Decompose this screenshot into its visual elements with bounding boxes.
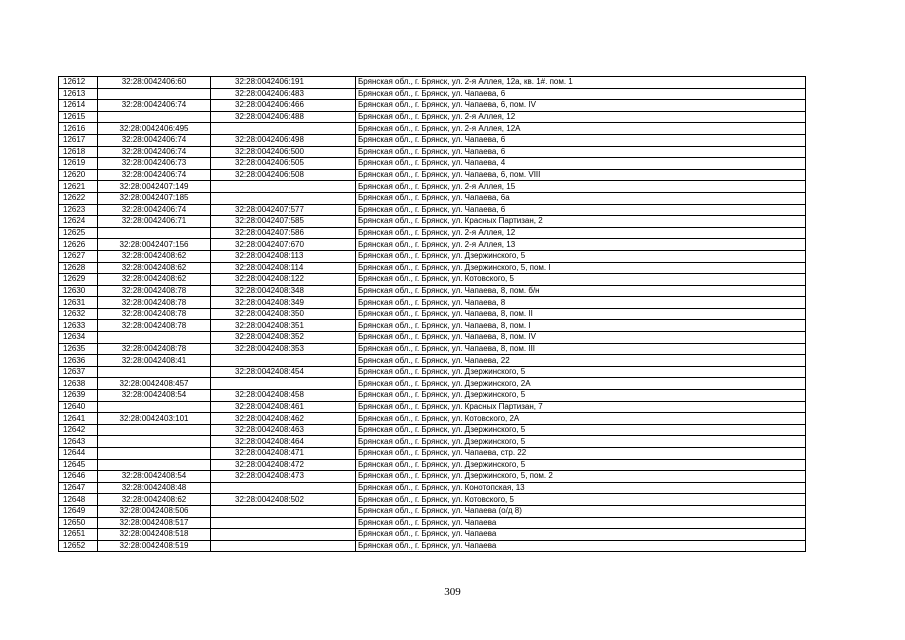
table-row xyxy=(59,285,806,297)
cell-row-number: 12621 xyxy=(59,181,98,193)
cell-parcel-cadastral-number: 32:28:0042408:62 xyxy=(98,494,211,506)
cell-object-cadastral-number xyxy=(211,482,356,494)
cell-address: Брянская обл., г. Брянск, ул. Чапаева xyxy=(356,517,806,529)
cell-row-number: 12643 xyxy=(59,436,98,448)
cell-address: Брянская обл., г. Брянск, ул. Чапаева, 22 xyxy=(356,355,806,367)
cell-parcel-cadastral-number: 32:28:0042406:73 xyxy=(98,158,211,170)
cell-parcel-cadastral-number: 32:28:0042408:62 xyxy=(98,262,211,274)
cell-object-cadastral-number: 32:28:0042408:454 xyxy=(211,366,356,378)
cell-address: Брянская обл., г. Брянск, ул. Чапаева, стр. 22 xyxy=(356,448,806,460)
cell-object-cadastral-number: 32:28:0042408:461 xyxy=(211,401,356,413)
cell-object-cadastral-number: 32:28:0042407:577 xyxy=(211,204,356,216)
cell-row-number: 12617 xyxy=(59,134,98,146)
cell-row-number: 12616 xyxy=(59,123,98,135)
table-row xyxy=(59,274,806,286)
cell-parcel-cadastral-number: 32:28:0042408:519 xyxy=(98,540,211,552)
cell-row-number: 12627 xyxy=(59,250,98,262)
cell-row-number: 12647 xyxy=(59,482,98,494)
cell-address: Брянская обл., г. Брянск, ул. Дзержинского, 5 xyxy=(356,436,806,448)
cell-parcel-cadastral-number: 32:28:0042408:78 xyxy=(98,285,211,297)
cell-object-cadastral-number: 32:28:0042408:113 xyxy=(211,250,356,262)
cell-object-cadastral-number: 32:28:0042407:670 xyxy=(211,239,356,251)
cell-address: Брянская обл., г. Брянск, ул. Чапаева, 8, пом. II xyxy=(356,308,806,320)
cell-object-cadastral-number: 32:28:0042408:348 xyxy=(211,285,356,297)
cell-object-cadastral-number: 32:28:0042408:463 xyxy=(211,424,356,436)
page-number: 309 xyxy=(444,586,461,598)
cell-address: Брянская обл., г. Брянск, ул. Чапаева, 6, пом. VIII xyxy=(356,169,806,181)
cell-parcel-cadastral-number: 32:28:0042406:74 xyxy=(98,204,211,216)
cell-parcel-cadastral-number: 32:28:0042408:48 xyxy=(98,482,211,494)
cell-address: Брянская обл., г. Брянск, ул. Котовского, 5 xyxy=(356,494,806,506)
cell-object-cadastral-number: 32:28:0042408:458 xyxy=(211,390,356,402)
cell-address: Брянская обл., г. Брянск, ул. Чапаева, 6, пом. IV xyxy=(356,100,806,112)
cell-parcel-cadastral-number xyxy=(98,88,211,100)
table-row xyxy=(59,529,806,541)
cell-object-cadastral-number: 32:28:0042408:349 xyxy=(211,297,356,309)
cell-address: Брянская обл., г. Брянск, ул. 2-я Аллея, 15 xyxy=(356,181,806,193)
table-row xyxy=(59,459,806,471)
cell-parcel-cadastral-number: 32:28:0042408:78 xyxy=(98,320,211,332)
cell-address: Брянская обл., г. Брянск, ул. Чапаева, 6 xyxy=(356,204,806,216)
table-row xyxy=(59,227,806,239)
cell-object-cadastral-number: 32:28:0042408:353 xyxy=(211,343,356,355)
cell-object-cadastral-number: 32:28:0042408:471 xyxy=(211,448,356,460)
cell-object-cadastral-number xyxy=(211,192,356,204)
table-row xyxy=(59,88,806,100)
table-row xyxy=(59,308,806,320)
cell-parcel-cadastral-number xyxy=(98,332,211,344)
table-row xyxy=(59,111,806,123)
cell-object-cadastral-number xyxy=(211,517,356,529)
table-row xyxy=(59,320,806,332)
cell-parcel-cadastral-number: 32:28:0042408:41 xyxy=(98,355,211,367)
cell-address: Брянская обл., г. Брянск, ул. Красных Партизан, 7 xyxy=(356,401,806,413)
table-row xyxy=(59,390,806,402)
table-row xyxy=(59,517,806,529)
cell-address: Брянская обл., г. Брянск, ул. 2-я Аллея, 12 xyxy=(356,227,806,239)
cell-parcel-cadastral-number: 32:28:0042408:506 xyxy=(98,505,211,517)
cell-object-cadastral-number: 32:28:0042406:498 xyxy=(211,134,356,146)
cell-parcel-cadastral-number: 32:28:0042406:74 xyxy=(98,146,211,158)
cell-object-cadastral-number xyxy=(211,181,356,193)
cell-object-cadastral-number xyxy=(211,123,356,135)
cadastral-table-body xyxy=(59,77,806,552)
table-row xyxy=(59,401,806,413)
cell-object-cadastral-number: 32:28:0042406:508 xyxy=(211,169,356,181)
cell-address: Брянская обл., г. Брянск, ул. 2-я Аллея, 12А xyxy=(356,123,806,135)
cell-row-number: 12634 xyxy=(59,332,98,344)
cell-address: Брянская обл., г. Брянск, ул. Чапаева, 6а xyxy=(356,192,806,204)
cell-address: Брянская обл., г. Брянск, ул. Конотопская, 13 xyxy=(356,482,806,494)
cell-parcel-cadastral-number: 32:28:0042408:62 xyxy=(98,250,211,262)
cell-object-cadastral-number: 32:28:0042407:586 xyxy=(211,227,356,239)
cell-address: Брянская обл., г. Брянск, ул. Чапаева xyxy=(356,529,806,541)
cell-address: Брянская обл., г. Брянск, ул. Чапаева, 8, пом. б/н xyxy=(356,285,806,297)
cell-row-number: 12622 xyxy=(59,192,98,204)
cell-parcel-cadastral-number: 32:28:0042408:62 xyxy=(98,274,211,286)
cell-parcel-cadastral-number xyxy=(98,459,211,471)
cell-parcel-cadastral-number: 32:28:0042406:60 xyxy=(98,77,211,89)
cell-parcel-cadastral-number xyxy=(98,448,211,460)
cell-row-number: 12623 xyxy=(59,204,98,216)
cell-address: Брянская обл., г. Брянск, ул. 2-я Аллея, 12 xyxy=(356,111,806,123)
cell-parcel-cadastral-number: 32:28:0042406:495 xyxy=(98,123,211,135)
cell-address: Брянская обл., г. Брянск, ул. 2-я Аллея, 12а, кв. 1#. пом. 1 xyxy=(356,77,806,89)
cell-row-number: 12624 xyxy=(59,216,98,228)
cell-row-number: 12628 xyxy=(59,262,98,274)
table-row xyxy=(59,343,806,355)
table-row xyxy=(59,378,806,390)
cell-object-cadastral-number: 32:28:0042406:505 xyxy=(211,158,356,170)
cell-address: Брянская обл., г. Брянск, ул. Котовского, 2А xyxy=(356,413,806,425)
cell-address: Брянская обл., г. Брянск, ул. Дзержинского, 5, пом. 2 xyxy=(356,471,806,483)
table-row xyxy=(59,100,806,112)
table-row xyxy=(59,134,806,146)
table-row xyxy=(59,158,806,170)
cell-parcel-cadastral-number xyxy=(98,366,211,378)
table-row xyxy=(59,216,806,228)
cell-object-cadastral-number: 32:28:0042406:488 xyxy=(211,111,356,123)
cell-address: Брянская обл., г. Брянск, ул. Чапаева, 6 xyxy=(356,88,806,100)
cell-row-number: 12650 xyxy=(59,517,98,529)
cell-address: Брянская обл., г. Брянск, ул. Дзержинского, 5 xyxy=(356,366,806,378)
cell-object-cadastral-number: 32:28:0042406:500 xyxy=(211,146,356,158)
cell-parcel-cadastral-number: 32:28:0042408:518 xyxy=(98,529,211,541)
cell-parcel-cadastral-number xyxy=(98,401,211,413)
cell-row-number: 12630 xyxy=(59,285,98,297)
table-row xyxy=(59,366,806,378)
cell-row-number: 12644 xyxy=(59,448,98,460)
cell-row-number: 12636 xyxy=(59,355,98,367)
cell-address: Брянская обл., г. Брянск, ул. Чапаева, 8, пом. III xyxy=(356,343,806,355)
cell-parcel-cadastral-number: 32:28:0042408:78 xyxy=(98,343,211,355)
table-row xyxy=(59,297,806,309)
cell-object-cadastral-number: 32:28:0042408:350 xyxy=(211,308,356,320)
cell-address: Брянская обл., г. Брянск, ул. Чапаева, 4 xyxy=(356,158,806,170)
cell-row-number: 12649 xyxy=(59,505,98,517)
cell-row-number: 12613 xyxy=(59,88,98,100)
cell-row-number: 12618 xyxy=(59,146,98,158)
cell-row-number: 12651 xyxy=(59,529,98,541)
cell-row-number: 12625 xyxy=(59,227,98,239)
cell-address: Брянская обл., г. Брянск, ул. Чапаева, 6 xyxy=(356,134,806,146)
cell-parcel-cadastral-number: 32:28:0042407:149 xyxy=(98,181,211,193)
cell-address: Брянская обл., г. Брянск, ул. Чапаева, 8, пом. IV xyxy=(356,332,806,344)
table-row xyxy=(59,169,806,181)
cell-row-number: 12629 xyxy=(59,274,98,286)
cell-parcel-cadastral-number: 32:28:0042406:71 xyxy=(98,216,211,228)
cell-object-cadastral-number xyxy=(211,505,356,517)
table-row xyxy=(59,332,806,344)
cell-parcel-cadastral-number xyxy=(98,436,211,448)
cell-parcel-cadastral-number: 32:28:0042403:101 xyxy=(98,413,211,425)
cell-parcel-cadastral-number: 32:28:0042407:185 xyxy=(98,192,211,204)
cell-row-number: 12645 xyxy=(59,459,98,471)
cell-row-number: 12635 xyxy=(59,343,98,355)
cell-row-number: 12652 xyxy=(59,540,98,552)
table-row xyxy=(59,181,806,193)
table-row xyxy=(59,448,806,460)
cell-object-cadastral-number: 32:28:0042406:466 xyxy=(211,100,356,112)
table-row xyxy=(59,482,806,494)
cell-parcel-cadastral-number: 32:28:0042407:156 xyxy=(98,239,211,251)
cell-row-number: 12633 xyxy=(59,320,98,332)
cell-address: Брянская обл., г. Брянск, ул. Чапаева, 8, пом. I xyxy=(356,320,806,332)
cell-row-number: 12638 xyxy=(59,378,98,390)
cell-parcel-cadastral-number: 32:28:0042406:74 xyxy=(98,169,211,181)
cell-object-cadastral-number: 32:28:0042408:462 xyxy=(211,413,356,425)
cadastral-table xyxy=(58,76,806,552)
cell-row-number: 12639 xyxy=(59,390,98,402)
cell-address: Брянская обл., г. Брянск, ул. Чапаева, 6 xyxy=(356,146,806,158)
cell-parcel-cadastral-number xyxy=(98,227,211,239)
cell-object-cadastral-number: 32:28:0042408:502 xyxy=(211,494,356,506)
cell-row-number: 12648 xyxy=(59,494,98,506)
cell-row-number: 12612 xyxy=(59,77,98,89)
table-row xyxy=(59,123,806,135)
cell-object-cadastral-number xyxy=(211,529,356,541)
cell-row-number: 12619 xyxy=(59,158,98,170)
cell-row-number: 12642 xyxy=(59,424,98,436)
table-row xyxy=(59,204,806,216)
cell-object-cadastral-number: 32:28:0042406:191 xyxy=(211,77,356,89)
table-row xyxy=(59,146,806,158)
cell-address: Брянская обл., г. Брянск, ул. Дзержинского, 5 xyxy=(356,459,806,471)
table-row xyxy=(59,239,806,251)
cell-row-number: 12615 xyxy=(59,111,98,123)
table-row xyxy=(59,355,806,367)
cell-parcel-cadastral-number: 32:28:0042406:74 xyxy=(98,100,211,112)
cell-row-number: 12632 xyxy=(59,308,98,320)
cell-row-number: 12626 xyxy=(59,239,98,251)
cell-parcel-cadastral-number xyxy=(98,111,211,123)
cell-object-cadastral-number xyxy=(211,378,356,390)
table-row xyxy=(59,424,806,436)
table-row xyxy=(59,436,806,448)
cell-object-cadastral-number: 32:28:0042408:464 xyxy=(211,436,356,448)
cell-address: Брянская обл., г. Брянск, ул. Дзержинского, 5 xyxy=(356,390,806,402)
cell-object-cadastral-number: 32:28:0042408:472 xyxy=(211,459,356,471)
table-row xyxy=(59,192,806,204)
cell-parcel-cadastral-number: 32:28:0042408:78 xyxy=(98,297,211,309)
cell-parcel-cadastral-number: 32:28:0042408:54 xyxy=(98,471,211,483)
cell-parcel-cadastral-number: 32:28:0042408:457 xyxy=(98,378,211,390)
cell-row-number: 12620 xyxy=(59,169,98,181)
table-row xyxy=(59,471,806,483)
cell-object-cadastral-number: 32:28:0042408:473 xyxy=(211,471,356,483)
cell-parcel-cadastral-number: 32:28:0042408:517 xyxy=(98,517,211,529)
cell-parcel-cadastral-number: 32:28:0042408:78 xyxy=(98,308,211,320)
cell-object-cadastral-number: 32:28:0042408:114 xyxy=(211,262,356,274)
cell-row-number: 12637 xyxy=(59,366,98,378)
cell-address: Брянская обл., г. Брянск, ул. Котовского, 5 xyxy=(356,274,806,286)
cell-parcel-cadastral-number: 32:28:0042408:54 xyxy=(98,390,211,402)
table-row xyxy=(59,250,806,262)
table-row xyxy=(59,494,806,506)
cell-object-cadastral-number: 32:28:0042407:585 xyxy=(211,216,356,228)
cell-row-number: 12614 xyxy=(59,100,98,112)
cell-row-number: 12640 xyxy=(59,401,98,413)
cell-object-cadastral-number: 32:28:0042408:351 xyxy=(211,320,356,332)
cell-address: Брянская обл., г. Брянск, ул. Дзержинского, 2А xyxy=(356,378,806,390)
cell-object-cadastral-number: 32:28:0042408:352 xyxy=(211,332,356,344)
cell-row-number: 12641 xyxy=(59,413,98,425)
cell-object-cadastral-number: 32:28:0042408:122 xyxy=(211,274,356,286)
cell-parcel-cadastral-number: 32:28:0042406:74 xyxy=(98,134,211,146)
cell-address: Брянская обл., г. Брянск, ул. Дзержинского, 5 xyxy=(356,424,806,436)
table-row xyxy=(59,540,806,552)
table-row xyxy=(59,262,806,274)
cell-address: Брянская обл., г. Брянск, ул. Чапаева (о/д 8) xyxy=(356,505,806,517)
cell-address: Брянская обл., г. Брянск, ул. Чапаева, 8 xyxy=(356,297,806,309)
cell-row-number: 12631 xyxy=(59,297,98,309)
cell-parcel-cadastral-number xyxy=(98,424,211,436)
cell-address: Брянская обл., г. Брянск, ул. 2-я Аллея, 13 xyxy=(356,239,806,251)
cell-address: Брянская обл., г. Брянск, ул. Дзержинского, 5, пом. I xyxy=(356,262,806,274)
table-row xyxy=(59,77,806,89)
cell-object-cadastral-number: 32:28:0042406:483 xyxy=(211,88,356,100)
cell-address: Брянская обл., г. Брянск, ул. Красных Партизан, 2 xyxy=(356,216,806,228)
cell-object-cadastral-number xyxy=(211,355,356,367)
table-row xyxy=(59,505,806,517)
cell-address: Брянская обл., г. Брянск, ул. Дзержинского, 5 xyxy=(356,250,806,262)
cell-object-cadastral-number xyxy=(211,540,356,552)
cell-address: Брянская обл., г. Брянск, ул. Чапаева xyxy=(356,540,806,552)
cell-row-number: 12646 xyxy=(59,471,98,483)
table-row xyxy=(59,413,806,425)
